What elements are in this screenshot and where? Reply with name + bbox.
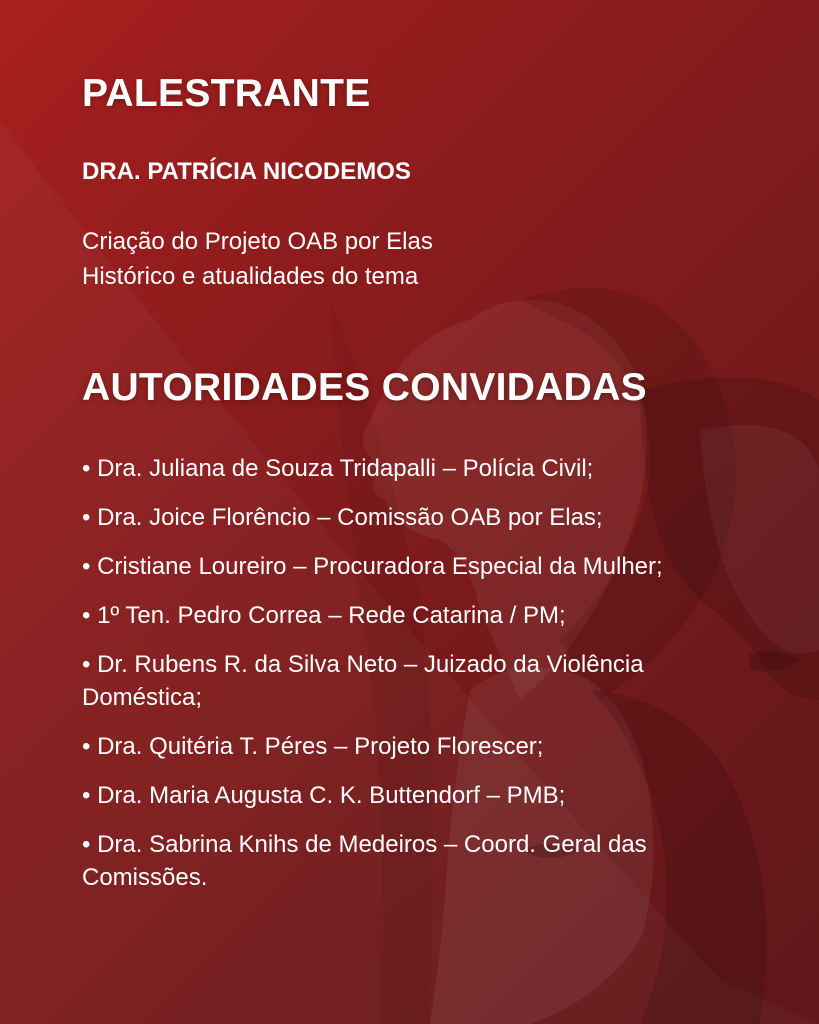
guest-item: • Dra. Maria Augusta C. K. Buttendorf – PMB; bbox=[82, 782, 566, 809]
guest-item: • Cristiane Loureiro – Procuradora Especial da Mulher; bbox=[82, 553, 663, 580]
guest-item: • Dra. Sabrina Knihs de Medeiros – Coord. Geral das Comissões. bbox=[82, 831, 647, 891]
guest-item: • Dra. Juliana de Souza Tridapalli – Polícia Civil; bbox=[82, 455, 594, 482]
autoridades-heading: AUTORIDADES CONVIDADAS bbox=[82, 366, 647, 409]
guest-item: • 1º Ten. Pedro Correa – Rede Catarina / PM; bbox=[82, 602, 566, 629]
guest-item: • Dra. Joice Florêncio – Comissão OAB por Elas; bbox=[82, 504, 603, 531]
guest-item: • Dra. Quitéria T. Péres – Projeto Florescer; bbox=[82, 733, 544, 760]
guest-item: • Dr. Rubens R. da Silva Neto – Juizado da Violência Doméstica; bbox=[82, 651, 644, 711]
speaker-topic: Criação do Projeto OAB por Elas bbox=[82, 228, 433, 255]
palestrante-heading: PALESTRANTE bbox=[82, 72, 371, 115]
speaker-topic: Histórico e atualidades do tema bbox=[82, 263, 419, 290]
guest-list bbox=[82, 452, 732, 910]
speaker-name: DRA. PATRÍCIA NICODEMOS bbox=[82, 158, 411, 185]
